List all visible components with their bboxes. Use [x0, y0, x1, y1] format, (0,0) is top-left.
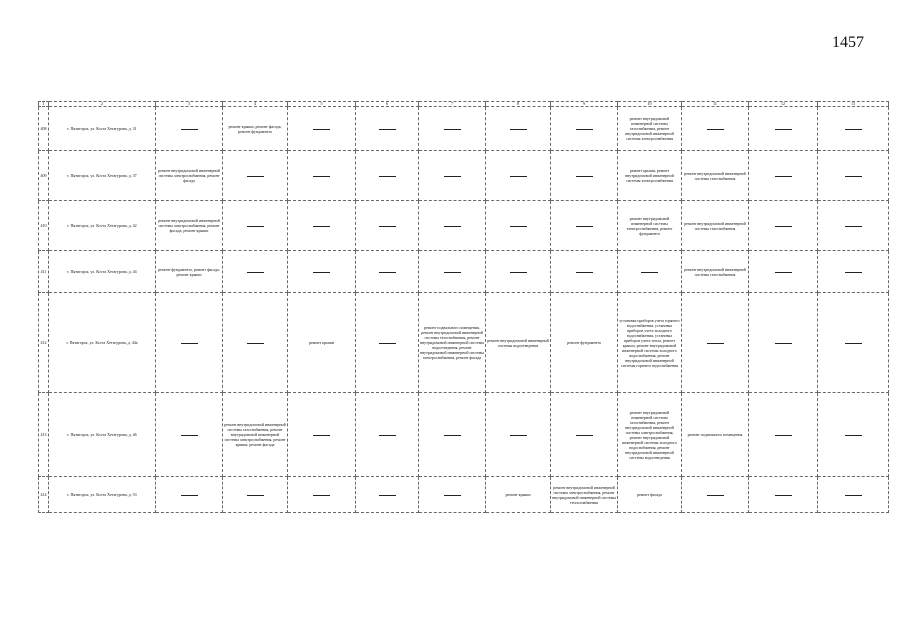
- dash-mark: [313, 272, 330, 273]
- empty-cell: [419, 477, 486, 513]
- dash-mark: [845, 272, 862, 273]
- empty-cell: [818, 151, 889, 201]
- table-row: [39, 251, 889, 293]
- work-type-cell: ремонт внутридомовой инженерной системы газоснабжения, ремонт внутридомовой инженерной системы электроснабжения, ремонт внутридомовой инженерной системы холодного водоснабжения, ремонт внутридомовой инженерной системы водоотведения: [618, 393, 682, 477]
- empty-cell: [156, 477, 223, 513]
- dash-mark: [379, 226, 396, 227]
- address-cell: г. Пятигорск, ул. Коста Хетагурова, д. 44: [49, 251, 156, 293]
- row-number: 411: [39, 251, 49, 293]
- empty-cell: [818, 251, 889, 293]
- dash-mark: [379, 343, 396, 344]
- dash-mark: [510, 226, 527, 227]
- empty-cell: [223, 477, 288, 513]
- empty-cell: [486, 107, 551, 151]
- empty-cell: [749, 393, 818, 477]
- dash-mark: [510, 435, 527, 436]
- dash-mark: [247, 495, 264, 496]
- empty-cell: [419, 393, 486, 477]
- dash-mark: [247, 176, 264, 177]
- empty-cell: [288, 151, 356, 201]
- dash-mark: [576, 226, 593, 227]
- row-number: 414: [39, 477, 49, 513]
- empty-cell: [749, 151, 818, 201]
- column-header: 7: [419, 102, 486, 107]
- dash-mark: [181, 435, 198, 436]
- empty-cell: [356, 393, 419, 477]
- dash-mark: [379, 272, 396, 273]
- dash-mark: [707, 343, 724, 344]
- dash-mark: [444, 176, 461, 177]
- empty-cell: [223, 151, 288, 201]
- column-header: 2: [49, 102, 156, 107]
- row-number: 410: [39, 201, 49, 251]
- empty-cell: [356, 293, 419, 393]
- dash-mark: [576, 272, 593, 273]
- empty-cell: [156, 393, 223, 477]
- work-type-cell: ремонт фасада: [618, 477, 682, 513]
- empty-cell: [356, 201, 419, 251]
- table-row: [39, 393, 889, 477]
- dash-mark: [379, 495, 396, 496]
- empty-cell: [419, 151, 486, 201]
- empty-cell: [749, 201, 818, 251]
- row-number: 409: [39, 151, 49, 201]
- dash-mark: [845, 226, 862, 227]
- dash-mark: [775, 129, 792, 130]
- empty-cell: [682, 293, 749, 393]
- dash-mark: [313, 129, 330, 130]
- column-header: 11: [682, 102, 749, 107]
- work-type-cell: ремонт крыши: [288, 293, 356, 393]
- dash-mark: [845, 343, 862, 344]
- work-type-cell: ремонт фундамента: [551, 293, 618, 393]
- empty-cell: [486, 251, 551, 293]
- dash-mark: [379, 435, 396, 436]
- work-type-cell: ремонт внутридомовой инженерной системы газоснабжения, ремонт внутридомовой инженерной системы электроснабжения, ремонт крыши, ремонт фасада: [223, 393, 288, 477]
- column-header: 12: [749, 102, 818, 107]
- empty-cell: [618, 251, 682, 293]
- table-row: [39, 201, 889, 251]
- row-number: 408: [39, 107, 49, 151]
- dash-mark: [444, 272, 461, 273]
- address-cell: г. Пятигорск, ул. Коста Хетагурова, д. 46: [49, 393, 156, 477]
- empty-cell: [818, 393, 889, 477]
- address-cell: г. Пятигорск, ул. Коста Хетагурова, д. 37: [49, 151, 156, 201]
- dash-mark: [313, 435, 330, 436]
- dash-mark: [576, 129, 593, 130]
- address-cell: г. Пятигорск, ул. Коста Хетагурова, д. 44а: [49, 293, 156, 393]
- table-row: [39, 151, 889, 201]
- empty-cell: [356, 477, 419, 513]
- repair-schedule-table: [38, 101, 889, 513]
- dash-mark: [247, 226, 264, 227]
- dash-mark: [775, 343, 792, 344]
- row-number: 413: [39, 393, 49, 477]
- work-type-cell: ремонт внутридомовой инженерной системы газоснабжения: [682, 251, 749, 293]
- empty-cell: [749, 251, 818, 293]
- column-header: 8: [486, 102, 551, 107]
- dash-mark: [181, 129, 198, 130]
- empty-cell: [419, 201, 486, 251]
- empty-cell: [156, 107, 223, 151]
- empty-cell: [818, 477, 889, 513]
- table-row: [39, 293, 889, 393]
- empty-cell: [356, 251, 419, 293]
- work-type-cell: ремонт подвального помещения: [682, 393, 749, 477]
- dash-mark: [775, 435, 792, 436]
- address-cell: г. Пятигорск, ул. Коста Хетагурова, д. 31: [49, 107, 156, 151]
- empty-cell: [356, 151, 419, 201]
- dash-mark: [707, 129, 724, 130]
- empty-cell: [288, 107, 356, 151]
- column-header: 3: [156, 102, 223, 107]
- dash-mark: [444, 435, 461, 436]
- empty-cell: [288, 251, 356, 293]
- dash-mark: [379, 176, 396, 177]
- column-header: 1: [39, 102, 49, 107]
- dash-mark: [247, 343, 264, 344]
- column-header: 10: [618, 102, 682, 107]
- dash-mark: [641, 272, 658, 273]
- column-header: 6: [356, 102, 419, 107]
- empty-cell: [156, 293, 223, 393]
- empty-cell: [749, 293, 818, 393]
- dash-mark: [775, 226, 792, 227]
- empty-cell: [682, 477, 749, 513]
- empty-cell: [288, 393, 356, 477]
- empty-cell: [223, 293, 288, 393]
- address-cell: г. Пятигорск, ул. Коста Хетагурова, д. 53: [49, 477, 156, 513]
- dash-mark: [576, 176, 593, 177]
- dash-mark: [775, 495, 792, 496]
- empty-cell: [818, 201, 889, 251]
- empty-cell: [486, 201, 551, 251]
- dash-mark: [576, 435, 593, 436]
- empty-cell: [223, 251, 288, 293]
- work-type-cell: ремонт крыши, ремонт внутридомовой инженерной системы электроснабжения: [618, 151, 682, 201]
- empty-cell: [818, 293, 889, 393]
- dash-mark: [379, 129, 396, 130]
- work-type-cell: ремонт подвального помещения, ремонт внутридомовой инженерной системы газоснабжения, ремонт внутридомовой инженерной системы водоотведения, ремонт внутридомовой инженерной системы электроснабжения, ремонт фасада: [419, 293, 486, 393]
- dash-mark: [247, 272, 264, 273]
- dash-mark: [510, 272, 527, 273]
- table-row: [39, 477, 889, 513]
- empty-cell: [551, 151, 618, 201]
- empty-cell: [551, 393, 618, 477]
- dash-mark: [313, 176, 330, 177]
- empty-cell: [551, 251, 618, 293]
- dash-mark: [313, 495, 330, 496]
- dash-mark: [775, 176, 792, 177]
- dash-mark: [510, 176, 527, 177]
- work-type-cell: установка приборов учета горячего водоснабжения, установка приборов учета холодного водоснабжения, установка приборов учета тепла, ремонт крыши, ремонт внутридомовой инженерной системы холодного водоснабжения, ремонт внутридомовой инженерной системы горячего водоснабжения: [618, 293, 682, 393]
- work-type-cell: ремонт внутридомовой инженерной системы газоснабжения: [682, 201, 749, 251]
- empty-cell: [551, 201, 618, 251]
- dash-mark: [845, 129, 862, 130]
- dash-mark: [707, 495, 724, 496]
- work-type-cell: ремонт фундамента, ремонт фасада, ремонт крыши: [156, 251, 223, 293]
- dash-mark: [510, 129, 527, 130]
- dash-mark: [444, 129, 461, 130]
- table-row: [39, 107, 889, 151]
- dash-mark: [181, 495, 198, 496]
- empty-cell: [288, 201, 356, 251]
- empty-cell: [486, 393, 551, 477]
- address-cell: г. Пятигорск, ул. Коста Хетагурова, д. 42: [49, 201, 156, 251]
- dash-mark: [313, 226, 330, 227]
- work-type-cell: ремонт внутридомовой инженерной системы электроснабжения, ремонт фасада: [156, 151, 223, 201]
- empty-cell: [749, 477, 818, 513]
- work-type-cell: ремонт внутридомовой инженерной системы электроснабжения, ремонт фундамента: [618, 201, 682, 251]
- work-type-cell: ремонт внутридомовой инженерной системы газоснабжения, ремонт внутридомовой инженерной системы электроснабжения: [618, 107, 682, 151]
- empty-cell: [223, 201, 288, 251]
- empty-cell: [818, 107, 889, 151]
- dash-mark: [444, 226, 461, 227]
- empty-cell: [419, 251, 486, 293]
- dash-mark: [845, 176, 862, 177]
- work-type-cell: ремонт внутридомовой инженерной системы электроснабжения, ремонт внутридомовой инженерной системы теплоснабжения: [551, 477, 618, 513]
- empty-cell: [288, 477, 356, 513]
- work-type-cell: ремонт внутридомовой инженерной системы водоотведения: [486, 293, 551, 393]
- work-type-cell: ремонт крыши: [486, 477, 551, 513]
- dash-mark: [775, 272, 792, 273]
- dash-mark: [444, 495, 461, 496]
- empty-cell: [749, 107, 818, 151]
- dash-mark: [845, 495, 862, 496]
- empty-cell: [419, 107, 486, 151]
- work-type-cell: ремонт крыши, ремонт фасада, ремонт фундамента: [223, 107, 288, 151]
- dash-mark: [845, 435, 862, 436]
- column-header: 5: [288, 102, 356, 107]
- page-number: 1457: [832, 34, 864, 51]
- empty-cell: [486, 151, 551, 201]
- dash-mark: [181, 343, 198, 344]
- empty-cell: [682, 107, 749, 151]
- row-number: 412: [39, 293, 49, 393]
- column-header: 13: [818, 102, 889, 107]
- work-type-cell: ремонт внутридомовой инженерной системы газоснабжения: [682, 151, 749, 201]
- column-header: 9: [551, 102, 618, 107]
- empty-cell: [551, 107, 618, 151]
- empty-cell: [356, 107, 419, 151]
- column-header: 4: [223, 102, 288, 107]
- work-type-cell: ремонт внутридомовой инженерной системы электроснабжения, ремонт фасада, ремонт крыши: [156, 201, 223, 251]
